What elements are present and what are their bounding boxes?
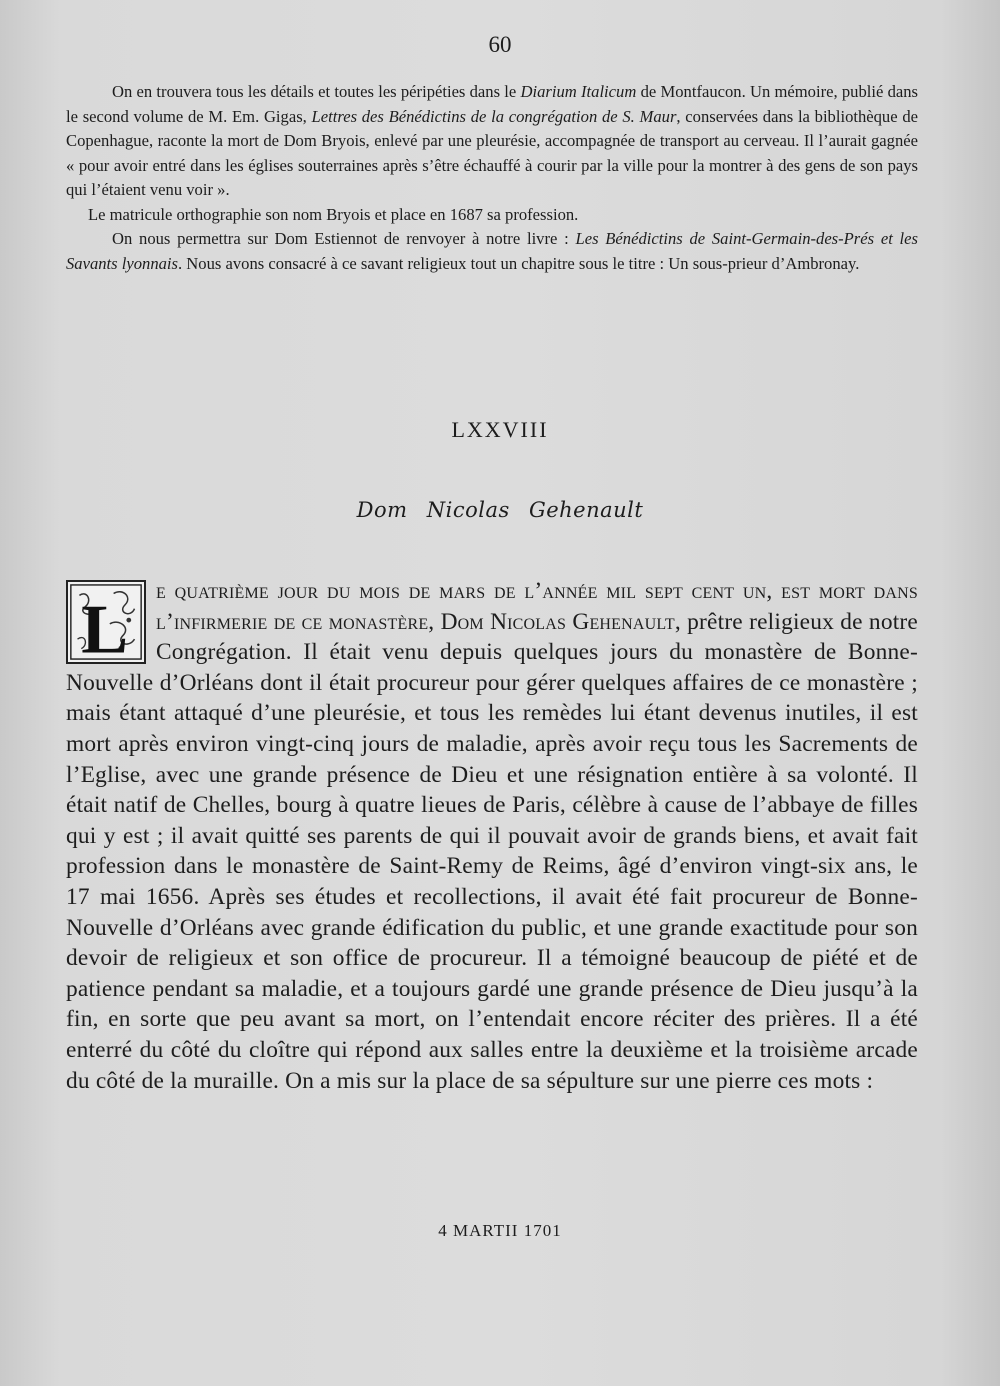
- obituary-text: , prêtre religieux de notre Congrégation. Il était venu depuis quelques jours du monastère de Bonne-Nouvelle d’Orléans dont il était procureur pour gérer quelques affaires de ce monastère ; mais étant attaqué d’une pleurésie, et tous les remèdes lui étant devenus inutiles, il est mort après environ vingt-cinq jours de maladie, après avoir reçu tous les Sacrements de l’Eglise, avec une grande présence de Dieu et une résignation entière à sa volonté. Il était natif de Chelles, bourg à quatre lieues de Paris, célèbre à cause de l’abbaye de filles qui y est ; il avait quitté ses parents de qui il pouvait avoir de grands biens, et avait fait profession dans le monastère de Saint-Remy de Reims, âgé d’environ vingt-six ans, le 17 mai 1656. Après ses études et recollections, il avait été fait procureur de Bonne-Nouvelle d’Orléans avec grande édification du public, et une grande exactitude pour son devoir de religieux et son office de procureur. Il a témoigné beaucoup de piété et de patience pendant sa maladie, et a toujours gardé une grande présence de Dieu jusqu’à la fin, en sorte que peu avant sa mort, on l’entendait encore réciter des prières. Il a été enterré du côté du cloître qui répond aux salles entre la deuxième et la troisième arcade du côté de la muraille. On a mis sur la place de sa sépulture sur une pierre ces mots :: [66, 608, 918, 1094]
- obituary-body: [66, 576, 918, 1096]
- note-paragraph-montfaucon: [66, 80, 918, 203]
- ornamental-initial-icon: [68, 582, 144, 662]
- chapter-title-word: Gehenault: [528, 498, 644, 522]
- svg-text:L: L: [81, 590, 129, 662]
- chapter-title-word: Dom: [356, 498, 408, 522]
- note-text: . Nous avons consacré à ce savant religieux tout un chapitre sous le titre : Un sous-prieur d’Ambronay.: [178, 253, 860, 273]
- obituary-paragraph: [66, 576, 918, 1096]
- note-text: On en trouvera tous les détails et toutes les péripéties dans le: [112, 82, 521, 101]
- ornamental-initial: [66, 580, 146, 664]
- chapter-title: [0, 498, 1000, 522]
- tombstone-inscription: 4 MARTII 1701: [438, 1221, 562, 1240]
- deceased-name: Dom Nicolas Gehenault: [440, 608, 675, 635]
- note-title-diarium: Diarium Italicum: [520, 82, 637, 101]
- obituary-text: e quatrième jour du mois de mars de l’année mil sept cent un, est mort dans l’infirmerie de ce monastère,: [156, 578, 918, 635]
- page-number: 60: [488, 32, 512, 57]
- note-text: de Montfaucon. Un mémoire, publié dans le second volume de M. Em. Gigas,: [66, 82, 919, 126]
- note-title-lettres: Lettres des Bénédictins de la congrégation de S. Maur: [311, 106, 677, 126]
- note-paragraph-matricule: Le matricule orthographie son nom Bryois et place en 1687 sa profession.: [88, 204, 579, 224]
- note-text: , conservées dans la bibliothèque de Copenhague, raconte la mort de Dom Bryois, enlevé par une pleurésie, accompagnée de transport au cerveau. Il l’aurait gagnée « pour avoir entré dans les églises souterraines après s’être échauffé à courir par la ville pour la montrer à des gens de son pays qui l’étaient venu voir ».: [66, 106, 918, 199]
- note-text: On nous permettra sur Dom Estiennot de renvoyer à notre livre :: [112, 229, 576, 248]
- note-book-title: Les Bénédictins de Saint-Germain-des-Prés et les Savants lyonnais: [66, 229, 918, 273]
- chapter-number: LXXVIII: [451, 417, 549, 442]
- note-paragraph-estiennot: [66, 227, 918, 276]
- footnote-section: [66, 80, 918, 276]
- chapter-title-word: Nicolas: [426, 498, 510, 522]
